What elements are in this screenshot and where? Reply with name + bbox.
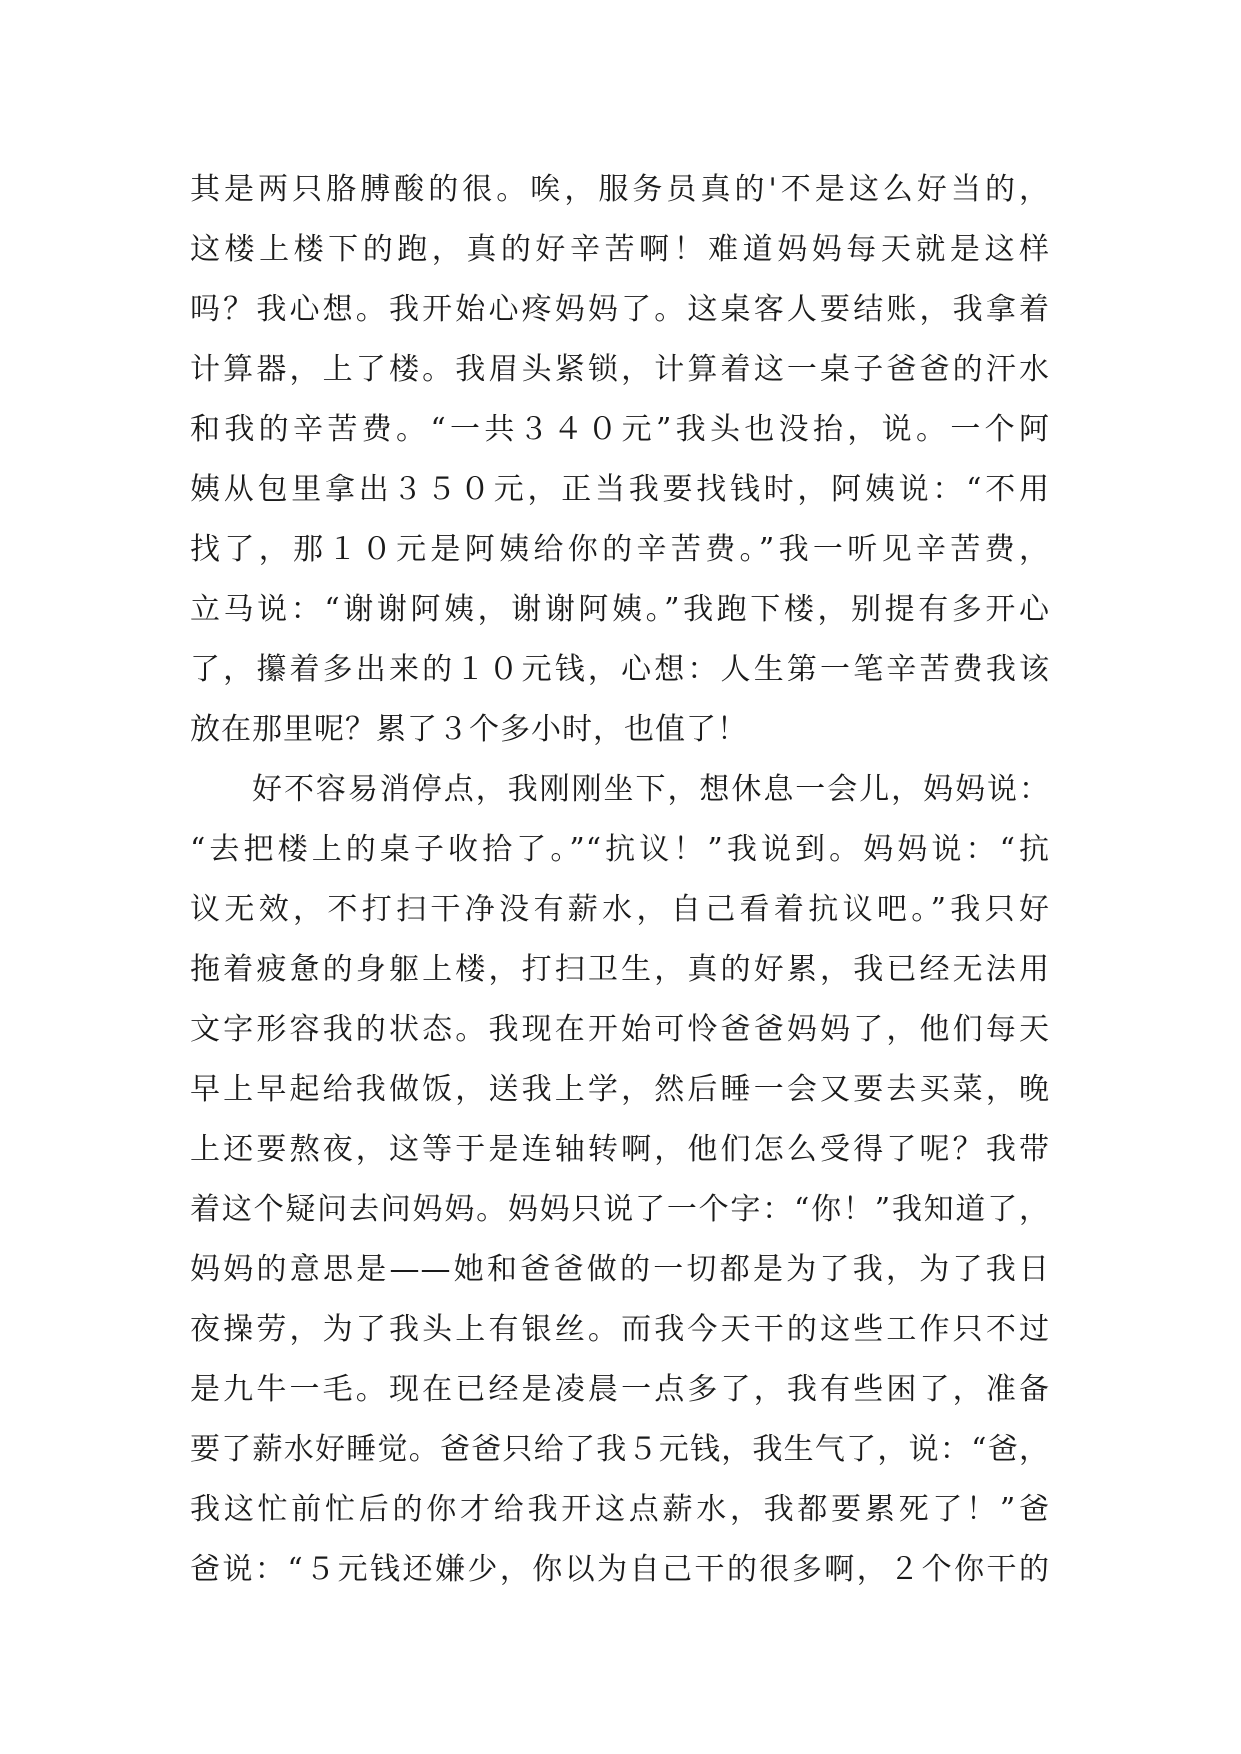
text-line: 要了薪水好睡觉。爸爸只给了我５元钱，我生气了，说：“爸， bbox=[190, 1432, 1050, 1467]
text-line: 是九牛一毛。现在已经是凌晨一点多了，我有些困了，准备 bbox=[190, 1372, 1050, 1407]
text-line: 这楼上楼下的跑，真的好辛苦啊！难道妈妈每天就是这样 bbox=[190, 232, 1050, 267]
text-line: “去把楼上的桌子收拾了。”“抗议！”我说到。妈妈说：“抗 bbox=[190, 832, 1050, 867]
text-line: 议无效，不打扫干净没有薪水，自己看着抗议吧。”我只好 bbox=[190, 892, 1050, 927]
text-line: 夜操劳，为了我头上有银丝。而我今天干的这些工作只不过 bbox=[190, 1312, 1050, 1347]
text-line: 放在那里呢？累了３个多小时，也值了！ bbox=[190, 712, 748, 747]
text-line: 爸说：“５元钱还嫌少，你以为自己干的很多啊，２个你干的 bbox=[190, 1552, 1050, 1587]
text-line: 和我的辛苦费。“一共３４０元”我头也没抬，说。一个阿 bbox=[190, 412, 1050, 447]
text-line: 拖着疲惫的身躯上楼，打扫卫生，真的好累，我已经无法用 bbox=[190, 952, 1050, 987]
text-line: 早上早起给我做饭，送我上学，然后睡一会又要去买菜，晚 bbox=[190, 1072, 1050, 1107]
text-line: 文字形容我的状态。我现在开始可怜爸爸妈妈了，他们每天 bbox=[190, 1012, 1050, 1047]
text-line: 其是两只胳膊酸的很。唉，服务员真的'不是这么好当的， bbox=[190, 172, 1050, 207]
text-line: 妈妈的意思是——她和爸爸做的一切都是为了我，为了我日 bbox=[190, 1252, 1050, 1287]
text-line: 吗？我心想。我开始心疼妈妈了。这桌客人要结账，我拿着 bbox=[190, 292, 1050, 327]
text-line: 着这个疑问去问妈妈。妈妈只说了一个字：“你！”我知道了， bbox=[190, 1192, 1050, 1227]
body-text bbox=[190, 160, 1050, 1600]
text-line: 我这忙前忙后的你才给我开这点薪水，我都要累死了！”爸 bbox=[190, 1492, 1050, 1527]
text-line: 立马说：“谢谢阿姨，谢谢阿姨。”我跑下楼，别提有多开心 bbox=[190, 592, 1050, 627]
text-line: 好不容易消停点，我刚刚坐下，想休息一会儿，妈妈说： bbox=[252, 772, 1050, 807]
text-line: 了，攥着多出来的１０元钱，心想：人生第一笔辛苦费我该 bbox=[190, 652, 1050, 687]
text-line: 找了，那１０元是阿姨给你的辛苦费。”我一听见辛苦费， bbox=[190, 532, 1050, 567]
text-line: 姨从包里拿出３５０元，正当我要找钱时，阿姨说：“不用 bbox=[190, 472, 1050, 507]
text-line: 上还要熬夜，这等于是连轴转啊，他们怎么受得了呢？我带 bbox=[190, 1132, 1050, 1167]
text-line: 计算器，上了楼。我眉头紧锁，计算着这一桌子爸爸的汗水 bbox=[190, 352, 1050, 387]
